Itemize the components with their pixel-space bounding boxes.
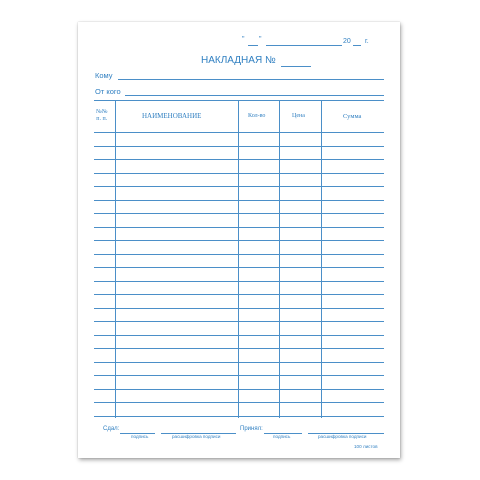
table-row[interactable] [94,348,384,349]
table-row[interactable] [94,402,384,403]
table-row[interactable] [94,200,384,201]
col-header-num-line2: п. п. [96,116,108,122]
table-top-border [94,100,384,101]
table-row[interactable] [94,375,384,376]
table-row[interactable] [94,173,384,174]
table-header-border [94,132,384,133]
page-title: НАКЛАДНАЯ № [201,55,276,66]
col-header-qty: Кол-во [248,113,266,119]
table-row[interactable] [94,308,384,309]
table-row[interactable] [94,335,384,336]
col-header-name: НАИМЕНОВАНИЕ [142,112,202,120]
table-row[interactable] [94,213,384,214]
col-header-sum: Сумма [343,113,362,120]
table-row[interactable] [94,240,384,241]
table-row[interactable] [94,159,384,160]
table-row[interactable] [94,227,384,228]
received-decoding-caption: расшифровка подписи [318,434,367,439]
to-label: Кому [95,71,113,80]
invoice-form-sheet [78,22,400,458]
col-divider-qty [279,100,280,418]
from-label: От кого [95,87,121,96]
handed-label: Сдал: [103,426,120,432]
table-row[interactable] [94,362,384,363]
sheets-note: 100 листов [354,444,378,449]
goods-table [78,22,400,458]
table-row[interactable] [94,186,384,187]
received-label: Принял: [240,426,263,432]
col-divider-name [238,100,239,418]
table-row[interactable] [94,416,384,417]
received-signature-caption: подпись [273,434,291,439]
table-row[interactable] [94,281,384,282]
handed-decoding-caption: расшифровка подписи [172,434,221,439]
date-quote-open: " [242,36,245,43]
col-header-num [96,109,107,123]
table-row[interactable] [94,267,384,268]
handed-signature-caption: подпись [131,434,149,439]
table-row[interactable] [94,294,384,295]
col-divider-num [115,100,116,418]
year-prefix: 20 [343,38,351,45]
col-header-num-line1: №№ [96,109,108,115]
year-suffix: г. [365,38,369,45]
col-divider-price [321,100,322,418]
table-row[interactable] [94,146,384,147]
col-header-price: Цена [292,113,305,119]
table-row[interactable] [94,321,384,322]
table-row[interactable] [94,389,384,390]
table-row[interactable] [94,254,384,255]
date-quote-close: " [259,36,262,43]
